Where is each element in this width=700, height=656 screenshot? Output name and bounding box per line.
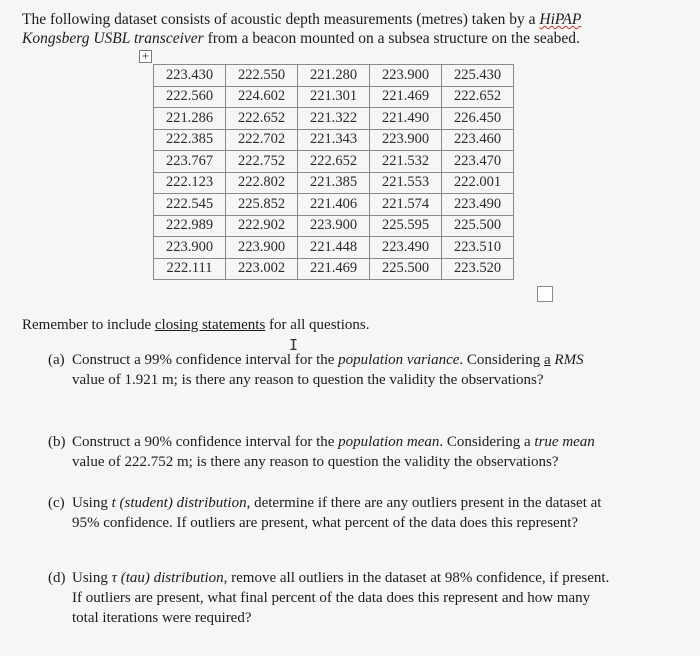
question-d-line-2: If outliers are present, what final percent of the data does this represent and how many [72, 590, 591, 606]
table-cell: 225.595 [370, 215, 442, 237]
question-c-italic: t (student) distribution [111, 495, 247, 511]
table-row [154, 237, 514, 259]
table-cell: 221.469 [298, 258, 370, 280]
table-cell: 222.652 [226, 108, 298, 130]
intro-text-3: from a beacon mounted on a subsea structure on the seabed. [203, 30, 580, 47]
table-cell: 222.123 [154, 172, 226, 194]
question-d-line-3: total iterations were required? [72, 610, 252, 626]
table-cell: 222.752 [226, 151, 298, 173]
table-cell: 223.900 [370, 129, 442, 151]
table-cell: 223.900 [298, 215, 370, 237]
table-cell: 225.430 [442, 65, 514, 87]
table-cell: 221.280 [298, 65, 370, 87]
question-d [48, 568, 678, 628]
question-a-rms: RMS [550, 352, 584, 368]
table-row [154, 65, 514, 87]
table-cell: 222.545 [154, 194, 226, 216]
table-cell: 223.430 [154, 65, 226, 87]
table-cell: 222.560 [154, 86, 226, 108]
table-cell: 225.500 [442, 215, 514, 237]
table-cell: 223.520 [442, 258, 514, 280]
table-cell: 222.702 [226, 129, 298, 151]
table-cell: 222.550 [226, 65, 298, 87]
table-cell: 223.490 [442, 194, 514, 216]
reminder-text: Remember to include [22, 317, 155, 333]
question-a-label: (a) [48, 352, 65, 368]
intro-paragraph [22, 10, 682, 48]
question-b-text: Construct a 90% confidence interval for the [72, 434, 339, 450]
table-cell: 221.469 [370, 86, 442, 108]
question-c [48, 493, 678, 533]
table-row [154, 258, 514, 280]
question-a-underlined: a [543, 352, 551, 368]
table-cell: 221.406 [298, 194, 370, 216]
table-cell: 223.767 [154, 151, 226, 173]
question-c-text-2: , determine if there are any outliers present in the dataset at [246, 495, 602, 511]
question-b-label: (b) [48, 434, 66, 450]
question-c-line-2: 95% confidence. If outliers are present, what percent of the data does this represent? [72, 515, 579, 531]
table-cell: 221.574 [370, 194, 442, 216]
table-cell: 223.900 [370, 65, 442, 87]
table-cell: 221.343 [298, 129, 370, 151]
intro-text-1: The following dataset consists of acoustic depth measurements (metres) taken by a [22, 11, 540, 28]
question-a-text: Construct a 99% confidence interval for the [72, 352, 339, 368]
table-move-handle-icon[interactable]: + [139, 50, 152, 63]
reminder-text-end: for all questions. [265, 317, 370, 333]
table-row [154, 151, 514, 173]
table-cell: 225.500 [370, 258, 442, 280]
table-cell: 221.553 [370, 172, 442, 194]
table-cell: 221.385 [298, 172, 370, 194]
table-row [154, 129, 514, 151]
table-row [154, 194, 514, 216]
question-b [48, 432, 678, 472]
question-d-italic: τ (tau) distribution [111, 570, 224, 586]
question-b-true-mean: true mean [534, 434, 595, 450]
table-cell: 222.802 [226, 172, 298, 194]
question-a-line-2: value of 1.921 m; is there any reason to question the validity the observations? [72, 372, 544, 388]
reminder-underlined: closing statements [154, 317, 266, 333]
table-cell: 224.602 [226, 86, 298, 108]
table-cell: 221.322 [298, 108, 370, 130]
table-cell: 222.652 [298, 151, 370, 173]
table-row [154, 86, 514, 108]
hipap-term: HiPAP [539, 11, 582, 28]
question-c-text: Using [72, 495, 112, 511]
question-b-line-2: value of 222.752 m; is there any reason to question the validity the observations? [72, 454, 559, 470]
text-cursor-icon: I [289, 336, 299, 354]
depth-data-table [153, 64, 514, 280]
table-resize-handle[interactable] [537, 286, 553, 302]
table-cell: 221.490 [370, 108, 442, 130]
question-d-text-2: , remove all outliers in the dataset at 98% confidence, if present. [223, 570, 610, 586]
transceiver-name: Kongsberg USBL transceiver [22, 30, 204, 47]
question-b-text-2: . Considering a [439, 434, 535, 450]
table-cell: 225.852 [226, 194, 298, 216]
table-row [154, 172, 514, 194]
table-cell: 223.460 [442, 129, 514, 151]
table-cell: 223.900 [226, 237, 298, 259]
question-a-italic: population variance [338, 352, 460, 368]
table-row [154, 215, 514, 237]
table-cell: 222.652 [442, 86, 514, 108]
table-cell: 226.450 [442, 108, 514, 130]
question-d-label: (d) [48, 570, 66, 586]
question-a [48, 350, 678, 390]
table-cell: 221.448 [298, 237, 370, 259]
table-cell: 222.902 [226, 215, 298, 237]
table-cell: 221.532 [370, 151, 442, 173]
question-c-label: (c) [48, 495, 65, 511]
table-cell: 221.301 [298, 86, 370, 108]
table-cell: 223.002 [226, 258, 298, 280]
table-cell: 221.286 [154, 108, 226, 130]
question-a-text-2: . Considering [459, 352, 544, 368]
table-cell: 222.989 [154, 215, 226, 237]
reminder-line [22, 317, 369, 334]
table-cell: 223.470 [442, 151, 514, 173]
table-cell: 222.385 [154, 129, 226, 151]
question-b-italic: population mean [338, 434, 440, 450]
question-d-text: Using [72, 570, 112, 586]
table-cell: 222.111 [154, 258, 226, 280]
table-cell: 223.510 [442, 237, 514, 259]
table-row [154, 108, 514, 130]
table-cell: 222.001 [442, 172, 514, 194]
table-cell: 223.490 [370, 237, 442, 259]
table-cell: 223.900 [154, 237, 226, 259]
